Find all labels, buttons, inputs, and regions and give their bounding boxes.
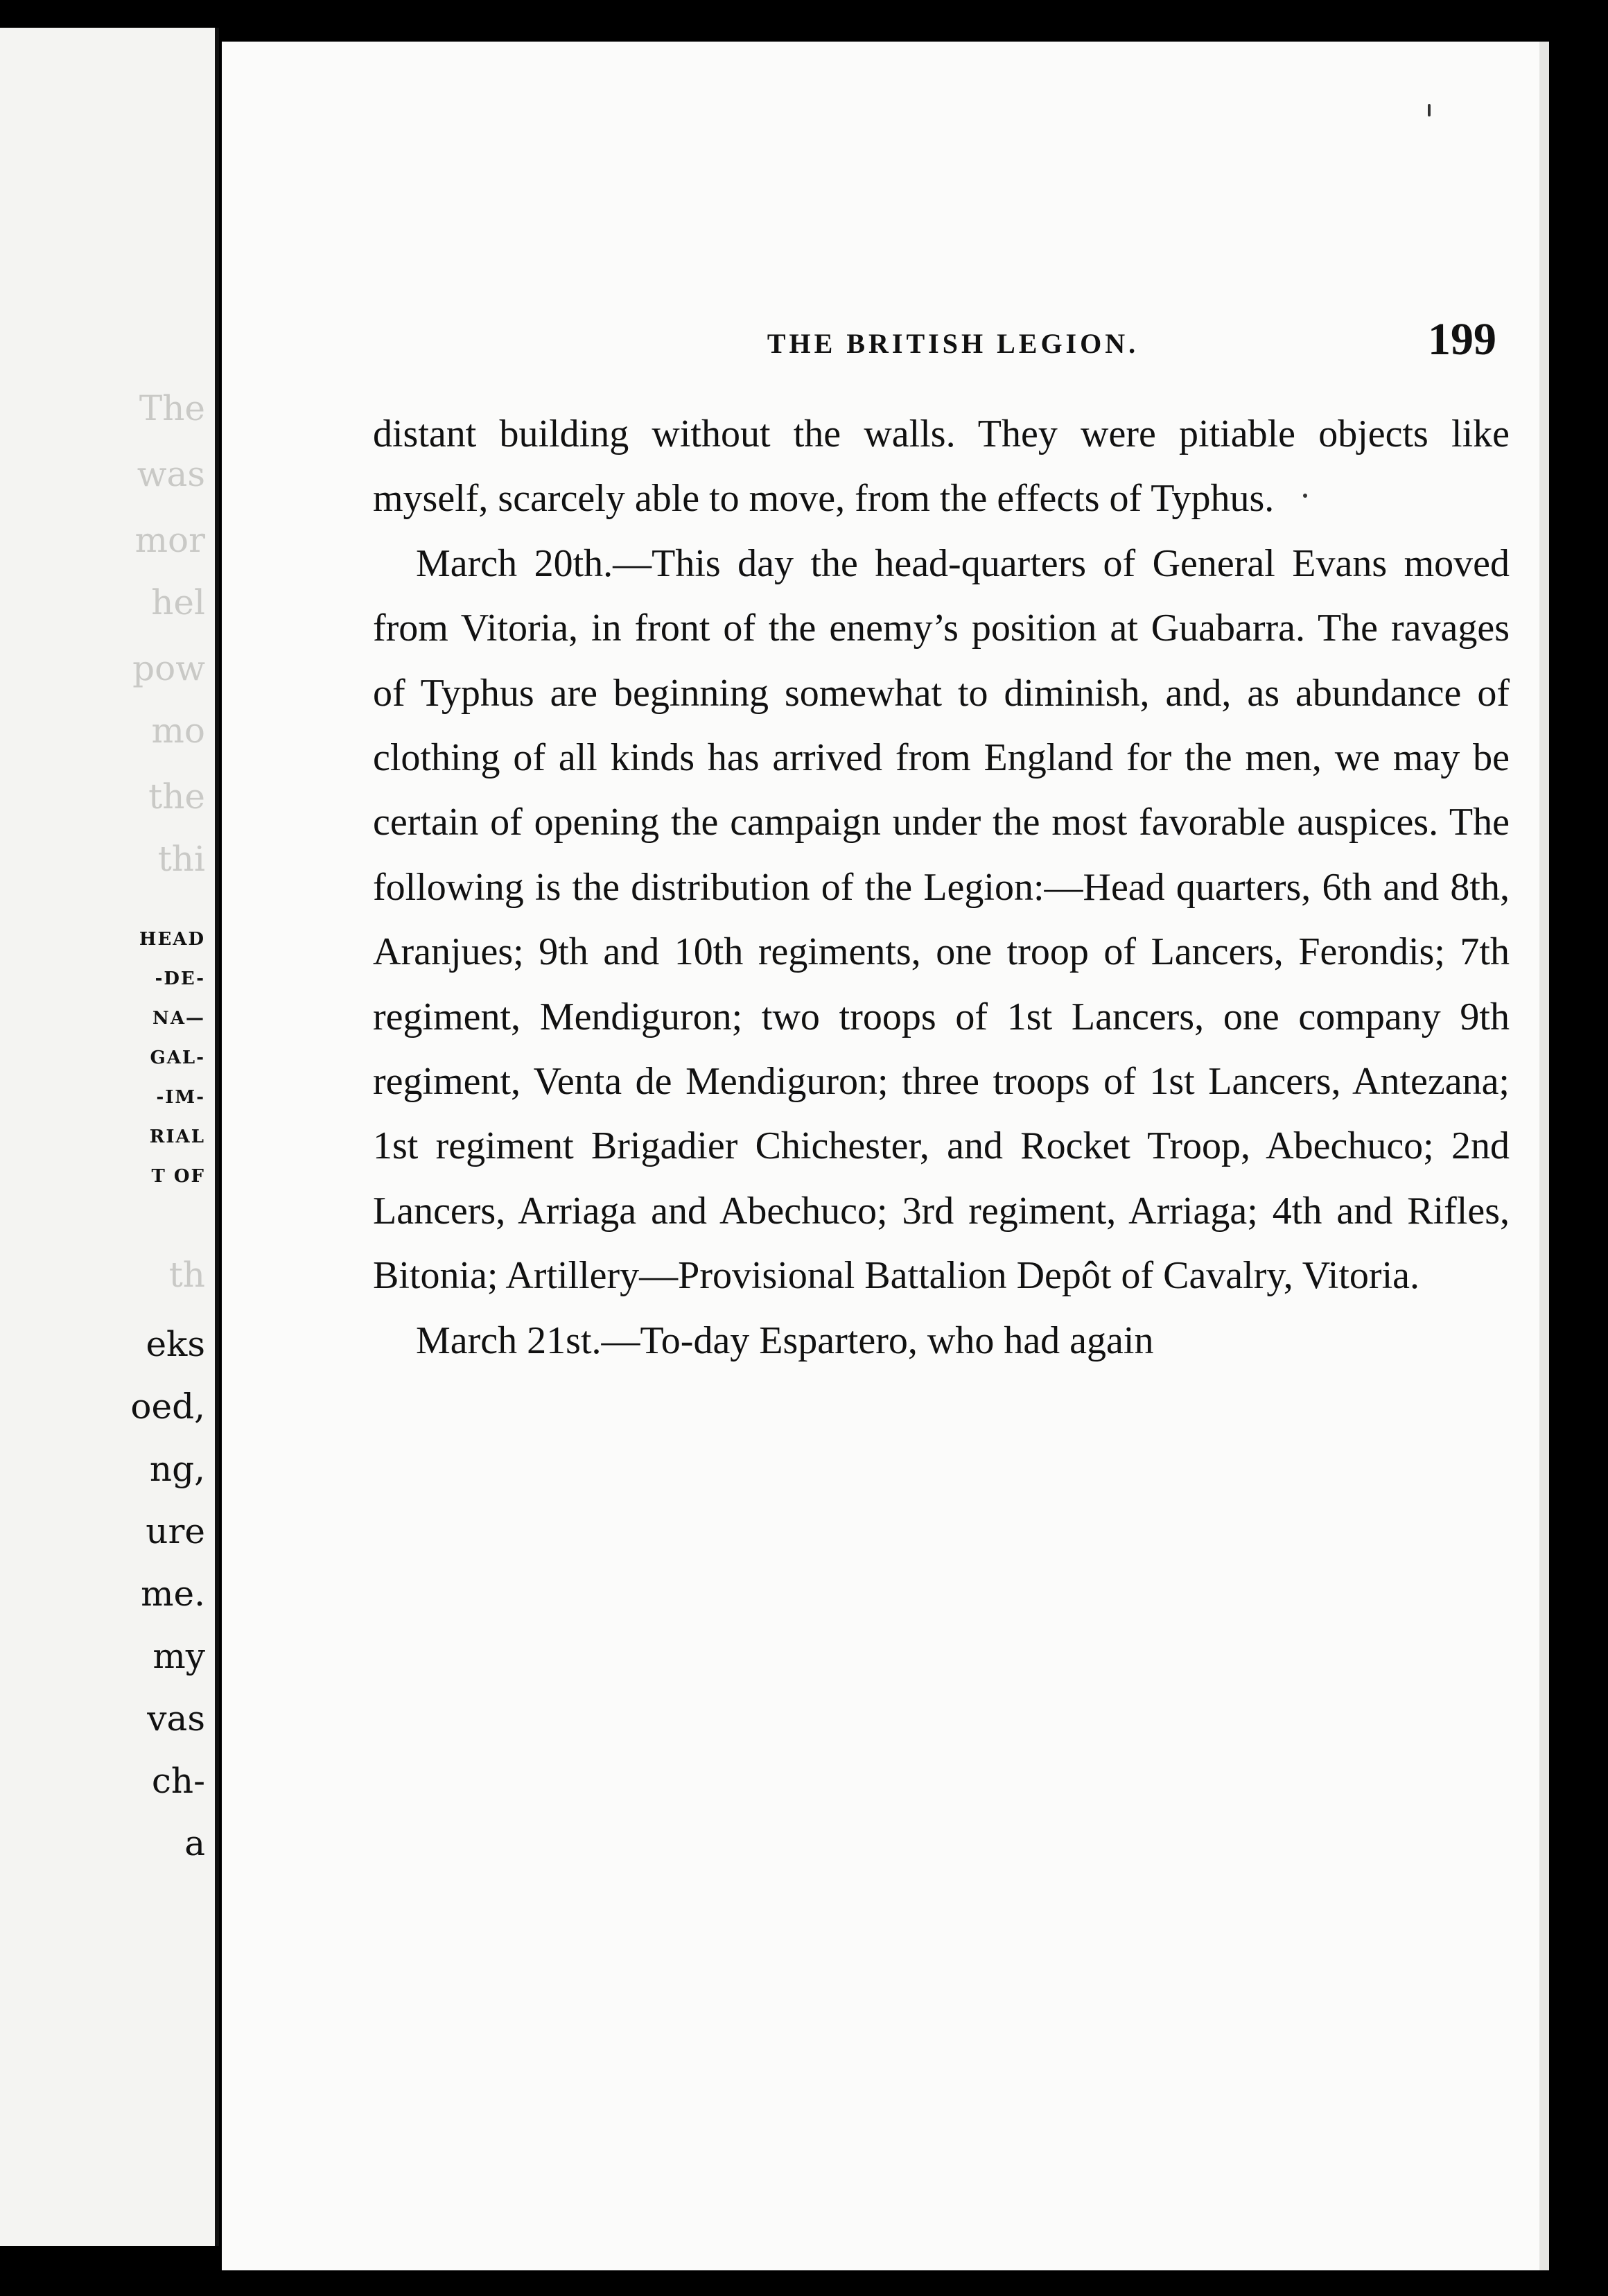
body-fragment: my (152, 1636, 205, 1676)
ghost-fragment: the (148, 776, 205, 817)
body-fragment: ng, (149, 1449, 205, 1489)
ghost-fragment: thi (157, 839, 205, 879)
body-fragment: ch- (151, 1761, 205, 1801)
ghost-fragment: hel (151, 582, 205, 623)
caps-fragment: NA— (152, 1008, 205, 1029)
scan-speck (1303, 494, 1307, 498)
book-page (222, 42, 1549, 2270)
paragraph-continued: distant building without the walls. They were pitiable objects like myself, scarcely able to move, from the effects of Typhus. (373, 412, 1510, 521)
caps-fragment: HEAD (139, 929, 205, 950)
previous-page-edge (0, 28, 219, 2246)
running-header (371, 312, 1508, 374)
caps-fragment: RIAL (149, 1127, 205, 1147)
body-fragment: eks (146, 1324, 205, 1364)
body-fragment: vas (147, 1698, 205, 1739)
running-title: THE BRITISH LEGION. (767, 328, 1139, 359)
paragraph-march-20th: March 20th.—This day the head-quarters of General Evans moved from Vitoria, in front of the enemy’s position at Guabarra. The ravages of Typhus are beginning somewhat to diminish, and, as abundance of clothing of all kinds has arrived from England for the men, we may be certain of opening the campaign under the most favorable auspices. The following is the distribution of the Legion:—Head quarters, 6th and 8th, Aranjues; 9th and 10th regiments, one troop of Lancers, Ferondis; 7th regiment, Mendiguron; two troops of 1st Lancers, one company 9th regiment, Venta de Mendiguron; three troops of 1st Lancers, Antezana; 1st regiment Brigadier Chichester, and Rocket Troop, Abechuco; 2nd Lancers, Arriaga and Abechuco; 3rd regiment, Arriaga; 4th and Rifles, Bitonia; Artillery—Provisional Battalion Depôt of Cavalry, Vitoria. (373, 541, 1510, 1298)
ghost-fragment: was (137, 454, 205, 494)
caps-fragment: -DE- (155, 968, 205, 989)
body-fragment: me. (141, 1574, 205, 1614)
ghost-fragment: pow (132, 648, 205, 688)
body-fragment: oed, (130, 1386, 205, 1427)
scan-speck (1428, 104, 1431, 116)
ghost-fragment: th (168, 1255, 205, 1295)
caps-fragment: T OF (151, 1166, 205, 1187)
ghost-fragment: mor (134, 520, 205, 560)
body-fragment: ure (146, 1511, 205, 1551)
paragraph-march-21st: March 21st.—To-day Espartero, who had again (416, 1319, 1154, 1362)
caps-fragment: -IM- (156, 1087, 205, 1108)
page-number: 199 (1428, 314, 1496, 365)
body-text (373, 402, 1510, 1373)
caps-fragment: GAL- (150, 1047, 205, 1068)
previous-page-fragments (0, 28, 215, 2246)
ghost-fragment: The (139, 388, 205, 428)
body-fragment: a (184, 1823, 205, 1863)
ghost-fragment: mo (151, 711, 205, 751)
